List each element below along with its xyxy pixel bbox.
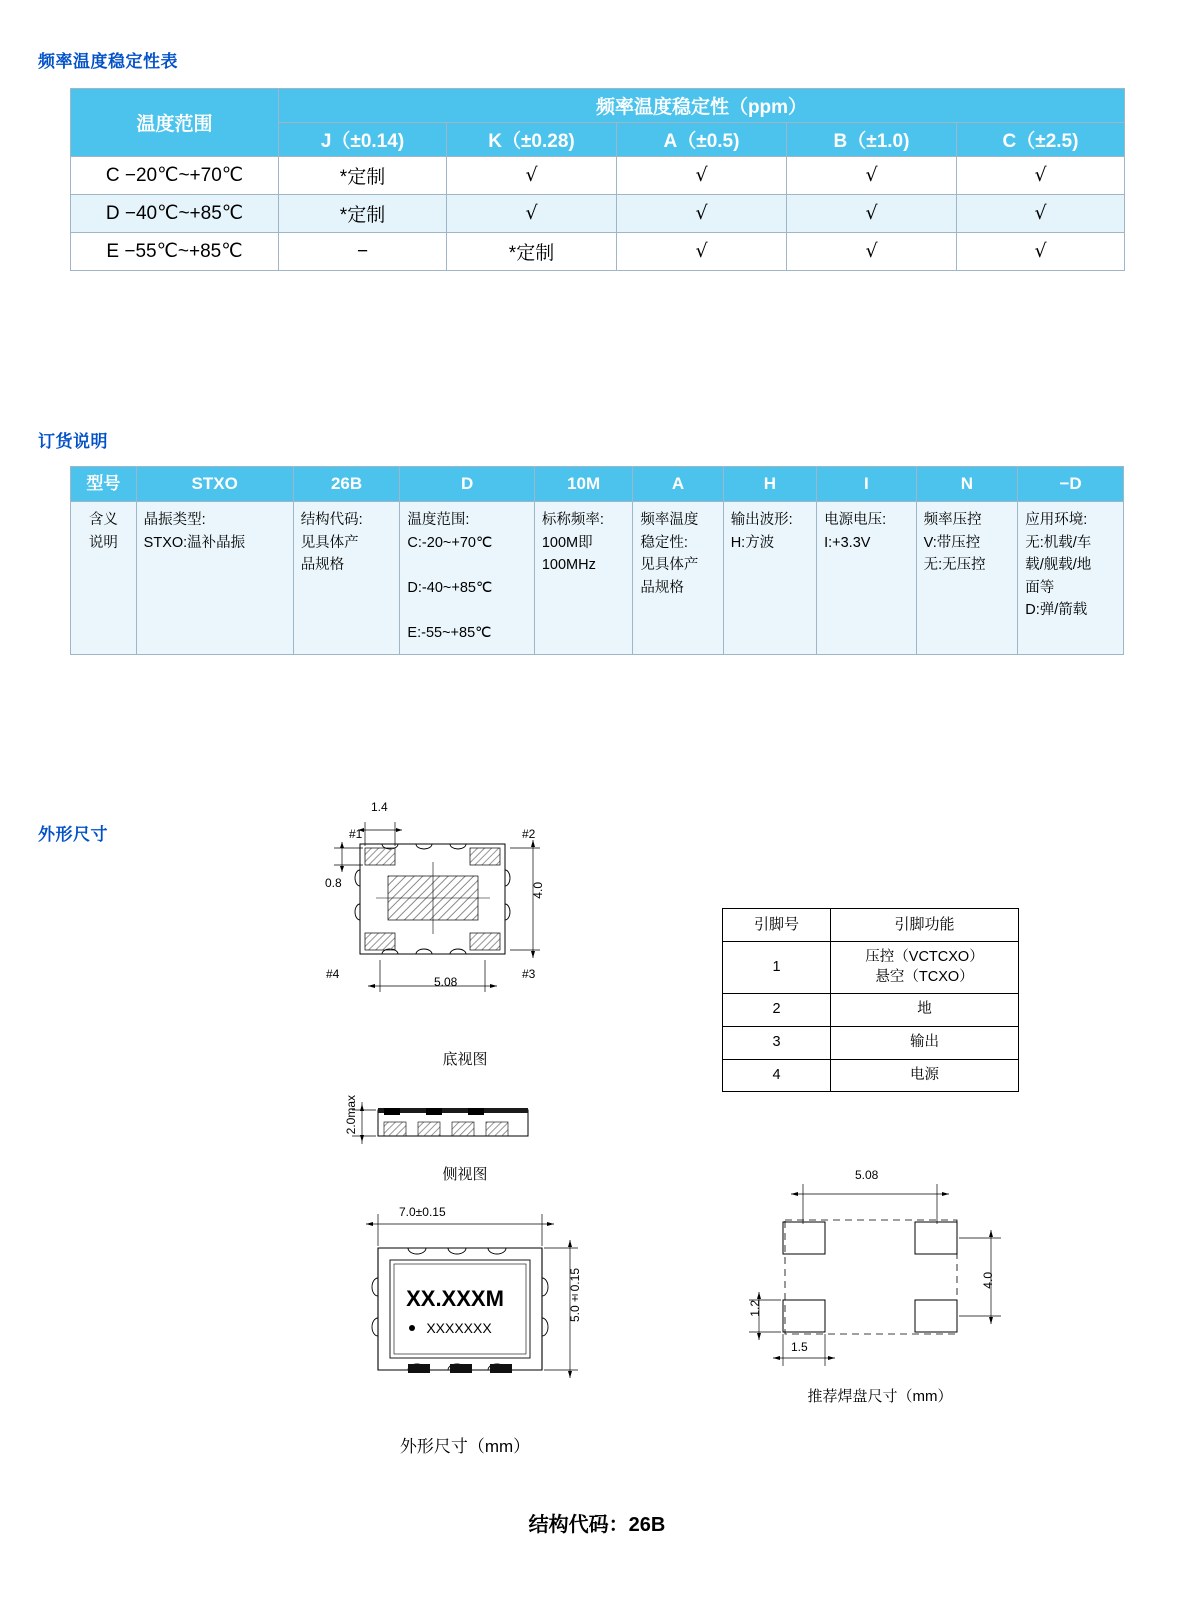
order-header-model: 型号 — [71, 467, 137, 502]
column-header-j: J（±0.14) — [279, 123, 447, 157]
table-row — [71, 233, 1125, 271]
side-view-caption: 侧视图 — [442, 1166, 488, 1183]
column-header-a: A（±0.5) — [617, 123, 787, 157]
pin-marker-3: #3 — [522, 967, 536, 981]
order-cell-temp-range: 温度范围: C:-20~+70℃ D:-40~+85℃ E:-55~+85℃ — [400, 502, 534, 655]
pin-function-table — [722, 908, 1019, 1092]
order-header-stxo: STXO — [136, 467, 293, 502]
corner-header: 温度范围 — [71, 89, 279, 157]
cell-c-j: *定制 — [279, 157, 447, 195]
side-view-drawing — [340, 1092, 590, 1162]
table-row — [71, 157, 1125, 195]
dim-top-height-label: 5.0±0.15 — [568, 1268, 582, 1323]
column-header-b: B（±1.0) — [787, 123, 957, 157]
dim-pad-height-label: 0.8 — [325, 876, 342, 890]
order-cell-stability: 频率温度 稳定性: 见具体产 品规格 — [633, 502, 723, 655]
cell-e-k: *定制 — [447, 233, 617, 271]
order-header-10m: 10M — [534, 467, 633, 502]
table-header-row — [723, 909, 1019, 942]
pin-header-number: 引脚号 — [723, 909, 831, 942]
table-header-row — [71, 89, 1125, 123]
marking-frequency: XX.XXXM — [406, 1286, 504, 1311]
bottom-view-drawing — [320, 800, 610, 1030]
cell-c-a: √ — [617, 157, 787, 195]
order-header-d: D — [400, 467, 534, 502]
cell-e-b: √ — [787, 233, 957, 271]
pin-function-4: 电源 — [831, 1059, 1019, 1092]
table-row — [723, 1026, 1019, 1059]
order-row-label: 含义 说明 — [71, 502, 137, 655]
order-cell-nominal-freq: 标称频率: 100M即 100MHz — [534, 502, 633, 655]
cell-d-k: √ — [447, 195, 617, 233]
order-cell-vc: 频率压控 V:带压控 无:无压控 — [916, 502, 1018, 655]
dim-pad-pitch-y-label: 4.0 — [981, 1272, 995, 1289]
cell-c-c: √ — [957, 157, 1125, 195]
order-cell-environment: 应用环境: 无:机载/车 载/舰载/地 面等 D:弹/箭载 — [1018, 502, 1124, 655]
pad-layout-caption: 推荐焊盘尺寸（mm） — [807, 1388, 953, 1405]
order-section-title: 订货说明 — [38, 432, 108, 451]
cell-e-c: √ — [957, 233, 1125, 271]
table-row — [71, 195, 1125, 233]
dim-top-width-label: 7.0±0.15 — [399, 1205, 446, 1219]
table-row — [71, 502, 1124, 655]
cell-e-j: − — [279, 233, 447, 271]
pin-number-4: 4 — [723, 1059, 831, 1092]
column-header-k: K（±0.28) — [447, 123, 617, 157]
order-cell-type: 晶振类型: STXO:温补晶振 — [136, 502, 293, 655]
order-header-i: I — [817, 467, 917, 502]
ordering-info-table — [70, 466, 1124, 655]
group-header: 频率温度稳定性（ppm） — [279, 89, 1125, 123]
pin-marker-2: #2 — [522, 827, 536, 841]
marking-lot-code: XXXXXXX — [426, 1320, 492, 1336]
cell-d-c: √ — [957, 195, 1125, 233]
pin-number-2: 2 — [723, 994, 831, 1027]
column-header-c: C（±2.5) — [957, 123, 1125, 157]
table-row — [723, 942, 1019, 994]
cell-c-b: √ — [787, 157, 957, 195]
order-header-minus-d: −D — [1018, 467, 1124, 502]
cell-d-a: √ — [617, 195, 787, 233]
order-header-26b: 26B — [293, 467, 400, 502]
dim-pad-width-bottom-label: 1.5 — [791, 1340, 808, 1354]
pin-function-3: 输出 — [831, 1026, 1019, 1059]
pin-marker-4: #4 — [326, 967, 340, 981]
pin-number-3: 3 — [723, 1026, 831, 1059]
cell-d-j: *定制 — [279, 195, 447, 233]
dim-pad-height-label: 1.2 — [748, 1300, 762, 1317]
cell-d-b: √ — [787, 195, 957, 233]
row-label-c: C −20℃~+70℃ — [71, 157, 279, 195]
bottom-view-caption: 底视图 — [442, 1051, 488, 1068]
table-row — [723, 994, 1019, 1027]
order-header-n: N — [916, 467, 1018, 502]
dim-pad-pitch-x-label: 5.08 — [855, 1168, 879, 1182]
structure-code-footer: 结构代码：26B — [528, 1514, 666, 1536]
cell-e-a: √ — [617, 233, 787, 271]
pin-function-1: 压控（VCTCXO） 悬空（TCXO） — [831, 942, 1019, 994]
pin-marker-1: #1 — [349, 827, 363, 841]
freq-section-title: 频率温度稳定性表 — [38, 52, 178, 71]
row-label-e: E −55℃~+85℃ — [71, 233, 279, 271]
cell-c-k: √ — [447, 157, 617, 195]
order-header-h: H — [723, 467, 816, 502]
order-cell-waveform: 输出波形: H:方波 — [723, 502, 816, 655]
outline-section-title: 外形尺寸 — [38, 825, 108, 844]
order-cell-voltage: 电源电压: I:+3.3V — [817, 502, 917, 655]
top-view-caption: 外形尺寸（mm） — [399, 1437, 531, 1456]
pin-function-2: 地 — [831, 994, 1019, 1027]
frequency-stability-table — [70, 88, 1125, 271]
dim-pad-width-label: 1.4 — [371, 800, 388, 814]
table-row — [723, 1059, 1019, 1092]
pin-header-function: 引脚功能 — [831, 909, 1019, 942]
order-cell-structure: 结构代码: 见具体产 品规格 — [293, 502, 400, 655]
row-label-d: D −40℃~+85℃ — [71, 195, 279, 233]
order-header-a: A — [633, 467, 723, 502]
pin-number-1: 1 — [723, 942, 831, 994]
pad-layout-drawing — [715, 1160, 1035, 1380]
table-header-row — [71, 467, 1124, 502]
dim-height-label: 4.0 — [531, 882, 545, 899]
dim-side-height-label: 2.0max — [344, 1095, 358, 1135]
dim-width-label: 5.08 — [434, 975, 458, 989]
